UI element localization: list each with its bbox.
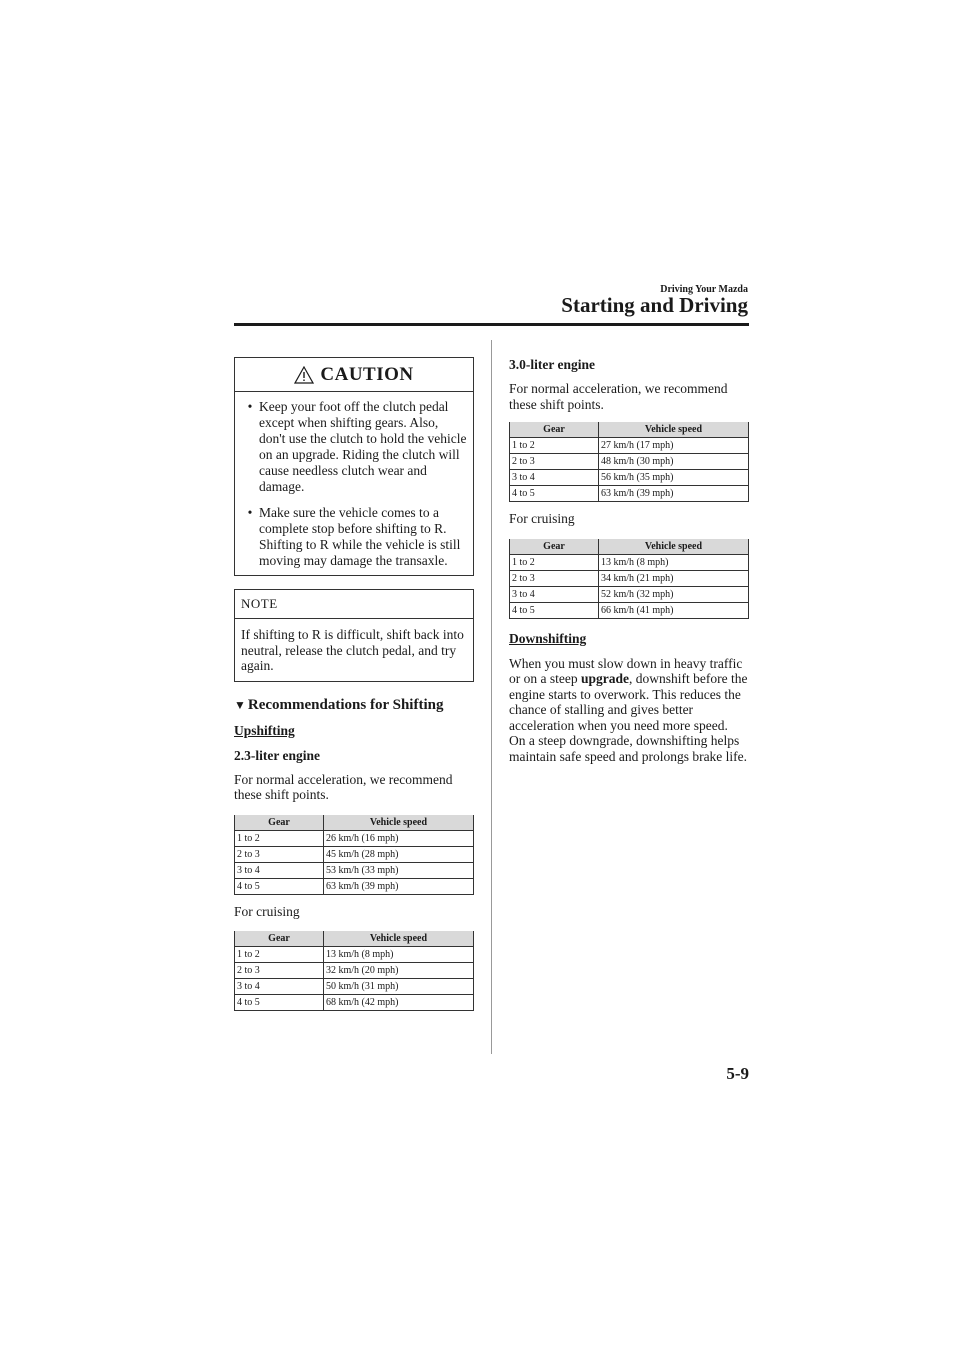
table-cell: 52 km/h (32 mph) [599,586,749,602]
table-cell: 3 to 4 [510,586,599,602]
page-title: Starting and Driving [561,293,748,317]
table-cell: 66 km/h (41 mph) [599,602,749,618]
table-row [235,862,474,878]
table-row [510,470,749,486]
table-row [510,438,749,454]
table-header-gear: Gear [510,422,599,438]
engine-30-heading: 3.0-liter engine [509,357,595,372]
shift-table-23-cruise [234,931,474,1011]
table-header-speed: Vehicle speed [599,539,749,555]
table-header-speed: Vehicle speed [324,931,474,947]
table-cell: 3 to 4 [235,862,324,878]
caution-box [234,357,474,576]
table-cell: 53 km/h (33 mph) [324,862,474,878]
table-cell: 1 to 2 [510,438,599,454]
table-header-gear: Gear [235,931,324,947]
table-row [235,995,474,1011]
table-cell: 68 km/h (42 mph) [324,995,474,1011]
caution-body [235,392,473,575]
note-box [234,589,474,682]
cruising-label-30: For cruising [509,511,575,526]
downshifting-text: When you must slow down in heavy traffic or on a steep upgrade, downshift before the engine starts to overwork. This reduces the chance of stalling and gives better acceleration when you need more speed. [509,655,748,733]
table-cell: 2 to 3 [235,846,324,862]
table-header-gear: Gear [510,539,599,555]
bullet-icon: • [247,505,253,520]
note-text: If shifting to R is difficult, shift back into neutral, release the clutch pedal, and try again. [241,627,464,673]
table-header-gear: Gear [235,815,324,831]
table-cell: 3 to 4 [235,979,324,995]
caution-title: CAUTION [320,363,414,385]
table-header-speed: Vehicle speed [599,422,749,438]
table-cell: 34 km/h (21 mph) [599,570,749,586]
table-cell: 63 km/h (39 mph) [599,486,749,502]
downshifting-text-2: On a steep downgrade, downshifting helps maintain safe speed and prolongs brake life. [509,733,748,764]
table-cell: 56 km/h (35 mph) [599,470,749,486]
caution-header [235,358,473,392]
bullet-icon: • [247,399,253,414]
shift-table-30-accel [509,422,749,502]
table-cell: 63 km/h (39 mph) [324,878,474,894]
table-cell: 1 to 2 [235,947,324,963]
accel-text-30: For normal acceleration, we recommend these shift points. [509,381,728,412]
table-cell: 13 km/h (8 mph) [324,947,474,963]
table-row [235,846,474,862]
table-row [510,486,749,502]
table-row [510,454,749,470]
left-column [234,357,474,1011]
table-row [510,586,749,602]
section-heading: ▼ Recommendations for Shifting [234,696,444,713]
table-row [235,878,474,894]
table-row [235,963,474,979]
table-row [510,570,749,586]
note-title: NOTE [235,590,473,619]
table-cell: 50 km/h (31 mph) [324,979,474,995]
warning-icon [294,366,314,384]
table-cell: 13 km/h (8 mph) [599,554,749,570]
table-cell: 4 to 5 [235,878,324,894]
table-row [235,947,474,963]
header-section-label: Driving Your Mazda [660,284,748,295]
table-cell: 48 km/h (30 mph) [599,454,749,470]
table-cell: 32 km/h (20 mph) [324,963,474,979]
table-row [510,602,749,618]
upshifting-heading: Upshifting [234,722,295,738]
table-cell: 4 to 5 [235,995,324,1011]
table-cell: 2 to 3 [235,963,324,979]
table-cell: 2 to 3 [510,570,599,586]
table-cell: 3 to 4 [510,470,599,486]
table-cell: 45 km/h (28 mph) [324,846,474,862]
header-rule [234,323,749,326]
page-number: 5-9 [726,1064,749,1083]
shift-table-23-accel [234,815,474,895]
downshifting-heading: Downshifting [509,630,587,646]
triangle-down-icon: ▼ [234,697,246,712]
engine-23-heading: 2.3-liter engine [234,747,320,763]
table-cell: 2 to 3 [510,454,599,470]
column-divider [491,340,492,1054]
caution-item: • Keep your foot off the clutch pedal except when shifting gears. Also, don't use the clutch to hold the vehicle on an upgrade. Riding the clutch will cause needless clutch wear and damage. [241,399,467,495]
caution-item: • Make sure the vehicle comes to a complete stop before shifting to R. Shifting to R while the vehicle is still moving may damage the transaxle. [241,505,467,569]
table-cell: 1 to 2 [510,554,599,570]
shift-table-30-cruise [509,539,749,619]
table-cell: 1 to 2 [235,830,324,846]
table-row [235,979,474,995]
table-row [235,830,474,846]
table-row [510,554,749,570]
table-cell: 4 to 5 [510,486,599,502]
table-cell: 27 km/h (17 mph) [599,438,749,454]
upgrade-term: upgrade [580,671,629,686]
table-header-speed: Vehicle speed [324,815,474,831]
table-cell: 4 to 5 [510,602,599,618]
accel-text-23: For normal acceleration, we recommend these shift points. [234,771,453,802]
table-cell: 26 km/h (16 mph) [324,830,474,846]
cruising-label-23: For cruising [234,903,300,919]
right-column [509,357,749,764]
